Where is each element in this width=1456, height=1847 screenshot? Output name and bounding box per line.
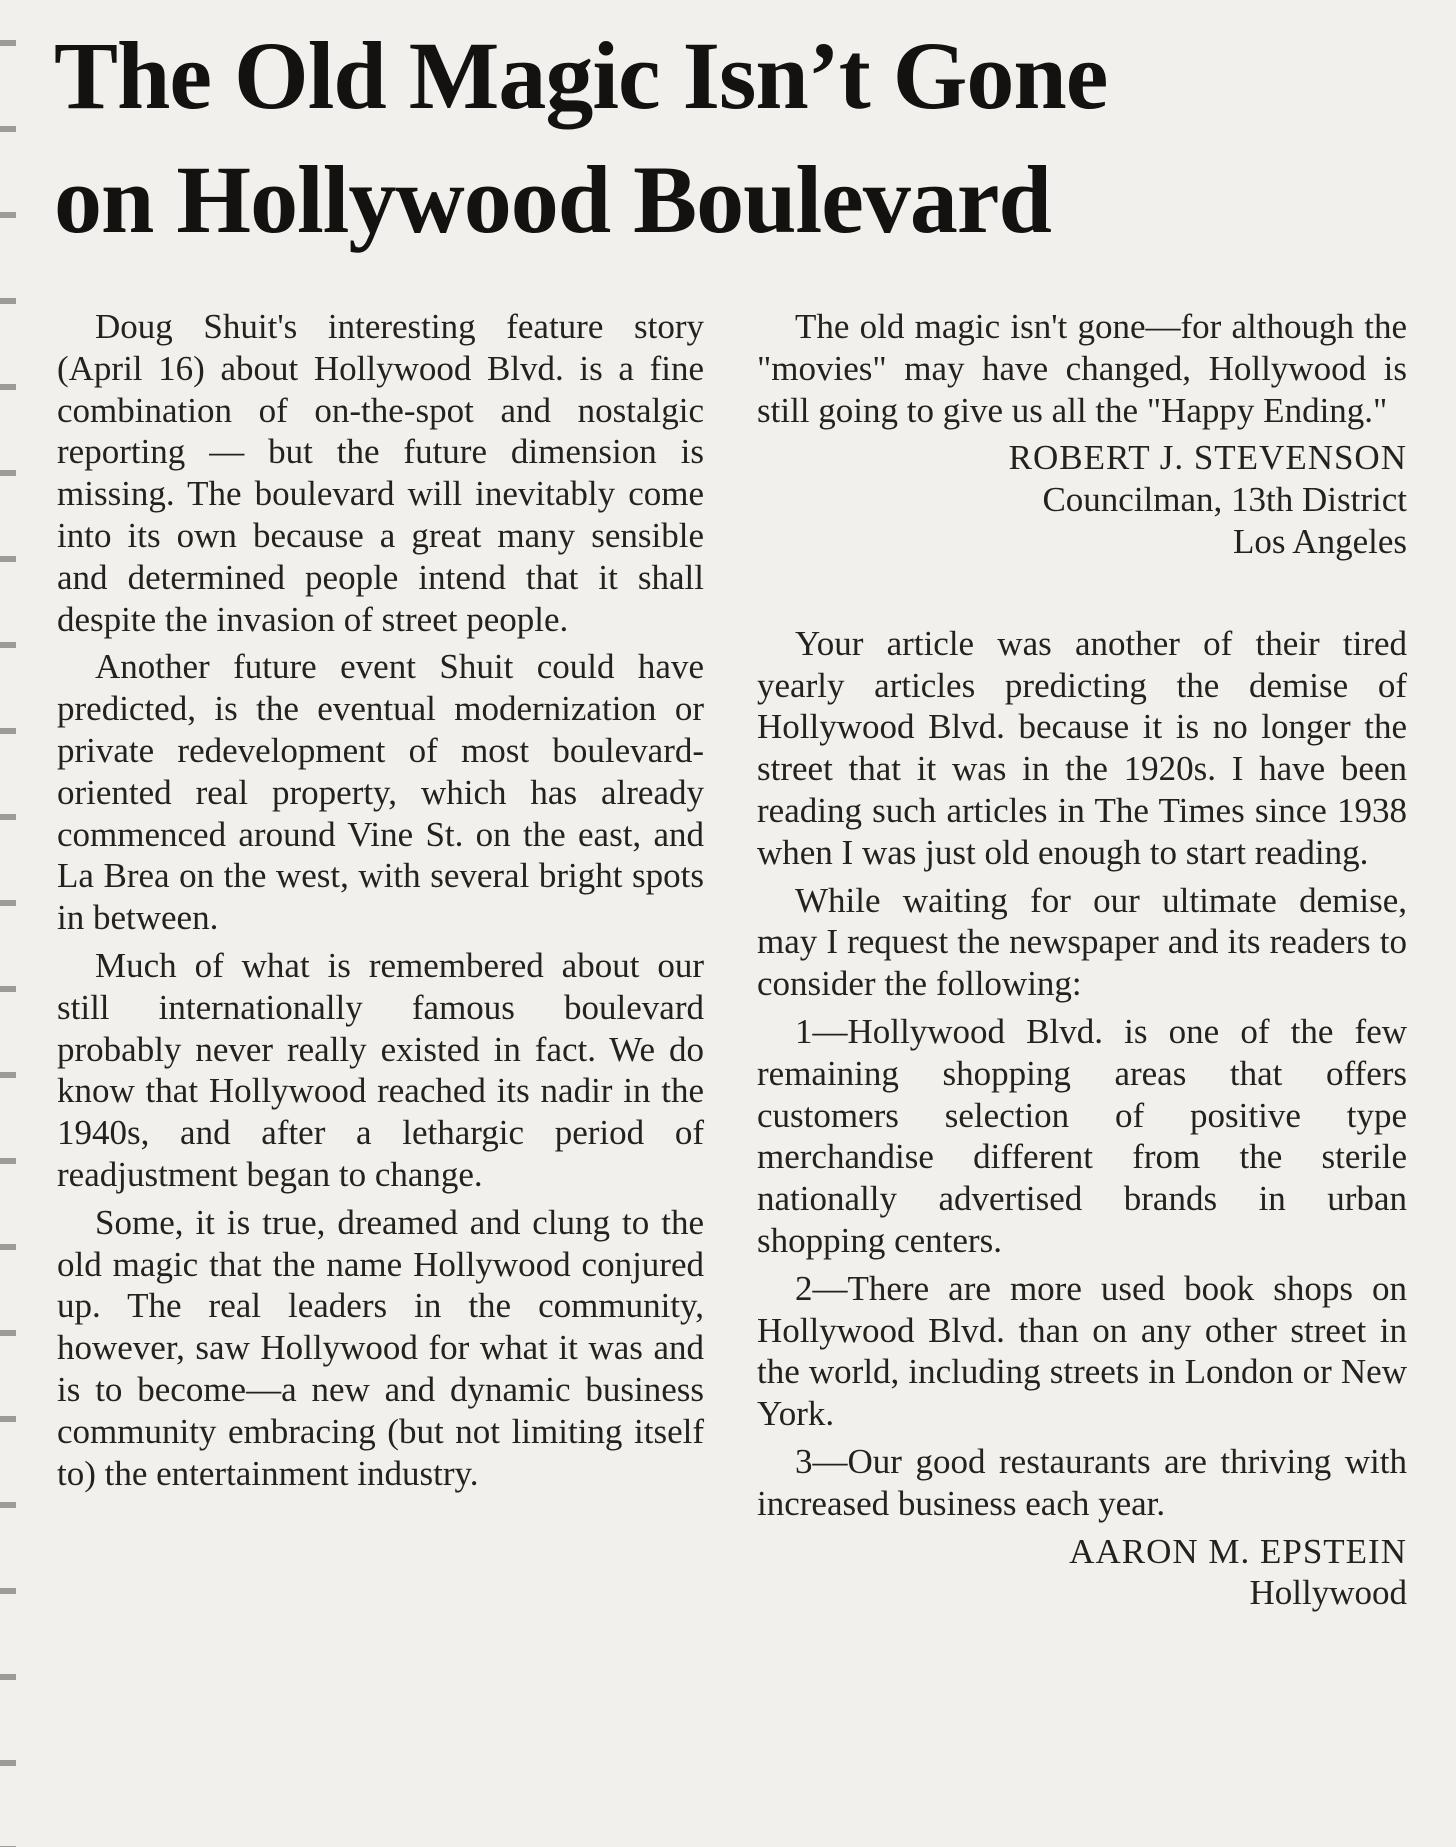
letter-2-paragraph-4: 2—There are more used book shops on Hollywood Blvd. than on any other street in the world, including streets in London or New York.	[757, 1268, 1407, 1434]
letter-separator	[757, 563, 1407, 623]
letter-2-paragraph-3: 1—Hollywood Blvd. is one of the few remaining shopping areas that offers customers selection of positive type merchandise different from the sterile nationally advertised brands in urban shopping centers.	[757, 1011, 1407, 1260]
letter-1-signature	[757, 437, 1407, 562]
letter-1-paragraph-5: The old magic isn't gone—for although the "movies" may have changed, Hollywood is still going to give us all the "Happy Ending."	[757, 307, 1407, 430]
letter-2-paragraph-2: While waiting for our ultimate demise, may I request the newspaper and its readers to consider the following:	[757, 880, 1407, 1004]
letter-1-paragraph-3: Much of what is remembered about our still internationally famous boulevard probably never really existed in fact. We do know that Hollywood reached its nadir in the 1940s, and after a lethargic period of readjustment began to change.	[57, 945, 704, 1194]
letter-1-paragraph-4: Some, it is true, dreamed and clung to the old magic that the name Hollywood conjured up. The real leaders in the community, however, saw Hollywood for what it was and is to become—a new and dynamic business community embracing (but not limiting itself to) the entertainment industry.	[57, 1202, 704, 1493]
column-left	[57, 306, 704, 1500]
letter-2-paragraph-1: Your article was another of their tired yearly articles predicting the demise of Hollywood Blvd. because it is no longer the street that it was in the 1920s. I have been reading such articles in The Times since 1938 when I was just old enough to start reading.	[757, 623, 1407, 872]
headline-line-1: The Old Magic Isn’t Gone	[54, 22, 1108, 129]
headline	[54, 14, 1414, 262]
signature-name: AARON M. EPSTEIN	[1069, 1531, 1407, 1571]
letter-2-signature	[757, 1531, 1407, 1615]
letter-2-paragraph-5: 3—Our good restaurants are thriving with increased business each year.	[757, 1441, 1407, 1523]
signature-name: ROBERT J. STEVENSON	[1008, 438, 1407, 478]
letter-1-paragraph-1: Doug Shuit's interesting feature story (April 16) about Hollywood Blvd. is a fine combination of on-the-spot and nostalgic reporting — but the future dimension is missing. The boulevard will inevitably come into its own because a great many sensible and determined people intend that it shall despite the invasion of street people.	[57, 307, 704, 639]
column-right	[757, 306, 1407, 1614]
headline-line-2: on Hollywood Boulevard	[54, 146, 1051, 253]
letter-1-paragraph-2: Another future event Shuit could have predicted, is the eventual modernization or private redevelopment of most boulevard-oriented real property, which has already commenced around Vine St. on the east, and La Brea on the west, with several bright spots in between.	[57, 647, 704, 938]
signature-title: Councilman, 13th District	[1042, 480, 1407, 520]
adjacent-column-edge	[0, 0, 16, 1847]
signature-place: Hollywood	[1249, 1573, 1407, 1613]
signature-place: Los Angeles	[1232, 521, 1407, 561]
